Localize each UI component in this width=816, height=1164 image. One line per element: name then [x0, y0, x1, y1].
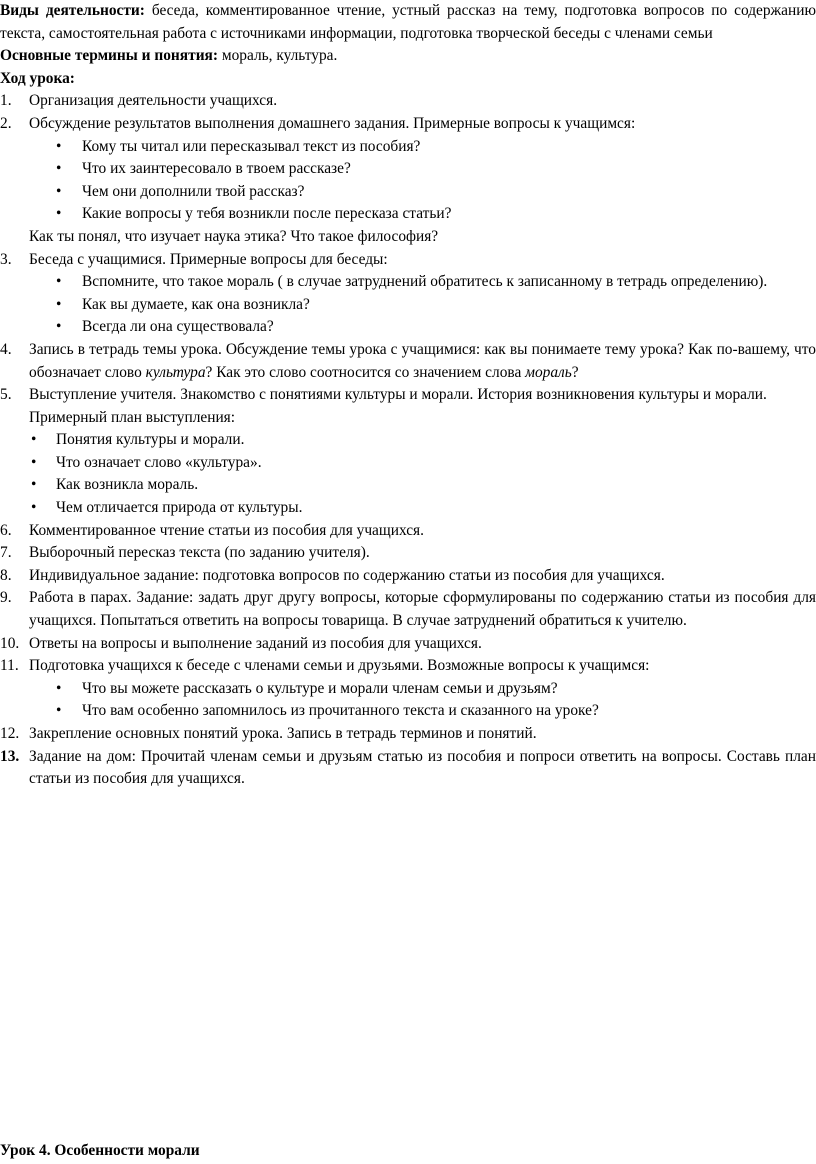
item-text: Подготовка учащихся к беседе с членами семьи и друзьями. Возможные вопросы к учащимся:: [29, 657, 650, 675]
item-number: 7.: [0, 544, 12, 562]
terms-text: мораль, культура.: [218, 47, 338, 65]
list-item: [0, 339, 816, 384]
terms-paragraph: [0, 45, 816, 68]
item-followup-text: Как ты понял, что изучает наука этика? Что такое философия?: [29, 227, 439, 245]
item-text: Организация деятельности учащихся.: [29, 92, 278, 110]
item-text: Задание на дом: Прочитай членам семьи и друзьям статью из пособия и попроси ответить на вопросы. Составь план статьи из пособия для учащихся.: [29, 747, 816, 788]
item-text: Индивидуальное задание: подготовка вопросов по содержанию статьи из пособия для учащихся.: [29, 566, 665, 584]
list-item: [0, 723, 816, 746]
activities-label: Виды деятельности:: [0, 2, 145, 19]
item-text-part: ? Как это слово соотносится со значением слова: [205, 363, 526, 381]
item-number: 12.: [0, 725, 20, 742]
activities-text: беседа, комментированное чтение, устный рассказ на тему, подготовка вопросов по содержанию текста, самостоятельная работа с источниками информации, подготовка творческой беседы с членами семьи: [0, 2, 816, 42]
bullet-list: [0, 271, 816, 339]
italic-term: культура: [145, 363, 206, 381]
list-item: [0, 542, 816, 565]
item-text: [29, 339, 816, 384]
item-number: 9.: [0, 589, 12, 607]
item-text: Беседа с учащимися. Примерные вопросы для беседы:: [29, 250, 388, 268]
bullet-item: • Что их заинтересовало в твоем рассказе?: [0, 158, 816, 181]
list-item: [0, 587, 816, 632]
item-text: Комментированное чтение статьи из пособия для учащихся.: [29, 521, 424, 539]
bullet-item: • Понятия культуры и морали.: [0, 429, 816, 452]
bullet-item: • Всегда ли она существовала?: [0, 316, 816, 339]
list-item: [0, 90, 816, 113]
item-text: Ответы на вопросы и выполнение заданий из пособия для учащихся.: [29, 634, 482, 652]
item-number: 6.: [0, 521, 12, 539]
list-item: [0, 746, 816, 791]
italic-term: мораль: [525, 363, 572, 381]
bullet-item: • Чем отличается природа от культуры.: [0, 497, 816, 520]
item-number: 4.: [0, 340, 12, 358]
item-text-part: ?: [571, 363, 579, 381]
lesson-plan-heading: Ход урока:: [0, 69, 75, 87]
list-item: [0, 520, 816, 543]
bullet-list: [0, 136, 816, 226]
item-number: 5.: [0, 386, 12, 404]
item-number: 2.: [0, 114, 12, 132]
bullet-list: [0, 678, 816, 723]
terms-label: Основные термины и понятия:: [0, 47, 219, 65]
bullet-item: • Кому ты читал или пересказывал текст из пособия?: [0, 136, 816, 159]
item-text-part: Запись в тетрадь темы урока. Обсуждение темы урока с учащимися: как вы понимаете тему урока? Как по-вашему, что обозначает слово: [29, 340, 816, 381]
item-number: 13.: [0, 747, 20, 765]
item-text: Закрепление основных понятий урока. Запись в тетрадь терминов и понятий.: [29, 725, 537, 742]
item-text: Работа в парах. Задание: задать друг другу вопросы, которые сформулированы по содержанию статьи из пособия для учащихся. Попытаться ответить на вопросы товарища. В случае затруднений обратиться к учителю.: [29, 589, 816, 630]
item-number: 1.: [0, 92, 12, 110]
bullet-item: • Что вы можете рассказать о культуре и морали членам семьи и друзьям?: [0, 678, 816, 701]
item-text: Выборочный пересказ текста (по заданию учителя).: [29, 544, 370, 562]
next-lesson-heading: Урок 4. Особенности морали: [0, 1142, 200, 1159]
list-item: [0, 384, 816, 407]
activities-paragraph: [0, 0, 816, 45]
bullet-item: • Как вы думаете, как она возникла?: [0, 294, 816, 317]
item-text: Выступление учителя. Знакомство с понятиями культуры и морали. История возникновения культуры и морали.: [29, 386, 767, 404]
list-item: [0, 113, 816, 136]
bullet-item: • Что вам особенно запомнилось из прочитанного текста и сказанного на уроке?: [0, 700, 816, 723]
item-number: 10.: [0, 634, 20, 652]
item-number: 3.: [0, 250, 12, 268]
item-number: 8.: [0, 566, 12, 584]
bullet-item: • Чем они дополнили твой рассказ?: [0, 181, 816, 204]
list-item: [0, 655, 816, 678]
item-followup-text: Примерный план выступления:: [29, 408, 236, 426]
list-item: [0, 633, 816, 656]
list-item: [0, 249, 816, 272]
list-item: [0, 565, 816, 588]
item-text: Обсуждение результатов выполнения домашнего задания. Примерные вопросы к учащимся:: [29, 114, 636, 132]
bullet-list: [0, 429, 816, 519]
item-number: 11.: [0, 657, 19, 675]
bullet-item: • Что означает слово «культура».: [0, 452, 816, 475]
bullet-item: • Вспомните, что такое мораль ( в случае затруднений обратитесь к записанному в тетрадь определению).: [0, 271, 816, 294]
bullet-item: • Какие вопросы у тебя возникли после пересказа статьи?: [0, 203, 816, 226]
bullet-item: • Как возникла мораль.: [0, 474, 816, 497]
